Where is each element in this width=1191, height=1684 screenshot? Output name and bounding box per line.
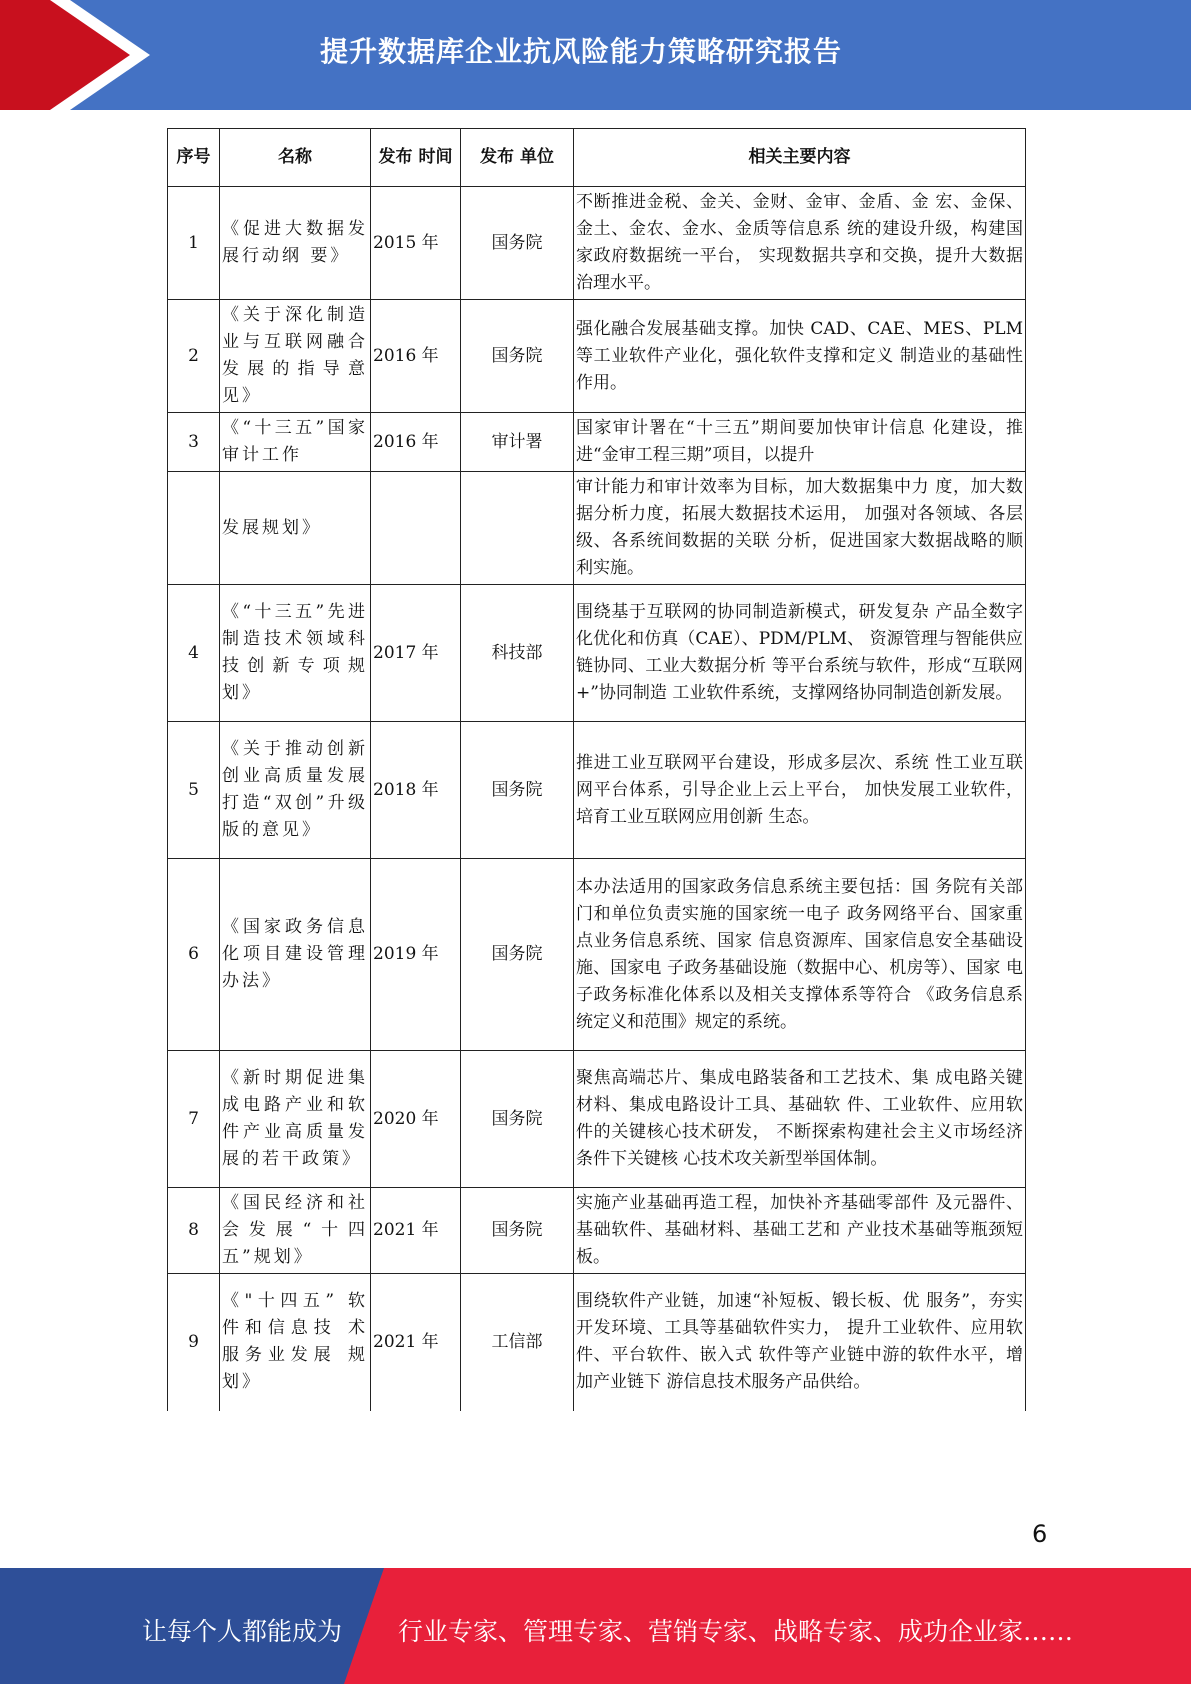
policy-table [167, 128, 1026, 1411]
header-index: 序号 [168, 129, 220, 187]
footer-slogan-left: 让每个人都能成为 [142, 1617, 343, 1646]
row-time: 2015 年 [371, 187, 461, 300]
header-time: 发布 时间 [371, 129, 461, 187]
row-content: 不断推进金税、金关、金财、金审、金盾、金 宏、金保、金土、金农、金水、金质等信息系 统的建设升级，构建国家政府数据统一平台， 实现数据共享和交换，提升大数据治理水平。 [574, 187, 1026, 300]
table-row [168, 1188, 1026, 1274]
table-row [168, 187, 1026, 300]
row-content: 围绕软件产业链，加速“补短板、锻长板、优 服务”，夯实开发环境、工具等基础软件实力， 提升工业软件、应用软件、平台软件、嵌入式 软件等产业链中游的软件水平，增加产业链下 游信息技术服务产品供给。 [574, 1274, 1026, 1411]
row-unit: 审计署 [461, 413, 574, 472]
row-name: 《关于推动创新创业高质量发展打造“双创”升级版的意见》 [220, 722, 371, 859]
page-footer [0, 1568, 1191, 1684]
row-index: 2 [168, 300, 220, 413]
row-index: 5 [168, 722, 220, 859]
row-time [371, 472, 461, 585]
row-time: 2019 年 [371, 859, 461, 1051]
row-content: 国家审计署在“十三五”期间要加快审计信息 化建设，推进“金审工程三期”项目，以提升 [574, 413, 1026, 472]
row-name: 《新时期促进集成电路产业和软件产业高质量发展的若干政策》 [220, 1051, 371, 1188]
row-index: 6 [168, 859, 220, 1051]
header-content: 相关主要内容 [574, 129, 1026, 187]
table-row [168, 859, 1026, 1051]
row-unit: 国务院 [461, 1188, 574, 1274]
table-row [168, 722, 1026, 859]
row-index: 9 [168, 1274, 220, 1411]
row-time: 2016 年 [371, 413, 461, 472]
row-content: 强化融合发展基础支撑。加快 CAD、CAE、MES、PLM 等工业软件产业化，强化软件支撑和定义 制造业的基础性作用。 [574, 300, 1026, 413]
row-name: 《关于深化制造业与互联网融合发展的指导意见》 [220, 300, 371, 413]
row-name: 《"十四五” 软件和信息技 术服务业发展 规划》 [220, 1274, 371, 1411]
table-row [168, 1051, 1026, 1188]
table-row [168, 300, 1026, 413]
row-unit: 国务院 [461, 859, 574, 1051]
header-name: 名称 [220, 129, 371, 187]
row-content: 实施产业基础再造工程，加快补齐基础零部件 及元器件、基础软件、基础材料、基础工艺和 产业技术基础等瓶颈短板。 [574, 1188, 1026, 1274]
row-unit: 工信部 [461, 1274, 574, 1411]
row-time: 2021 年 [371, 1274, 461, 1411]
row-content: 聚焦高端芯片、集成电路装备和工艺技术、集 成电路关键材料、集成电路设计工具、基础软 件、工业软件、应用软件的关键核心技术研发， 不断探索构建社会主义市场经济条件下关键核 心技术攻关新型举国体制。 [574, 1051, 1026, 1188]
row-unit: 科技部 [461, 585, 574, 722]
row-time: 2020 年 [371, 1051, 461, 1188]
row-unit [461, 472, 574, 585]
row-unit: 国务院 [461, 722, 574, 859]
row-name: 《促进大数据发展行动纲 要》 [220, 187, 371, 300]
row-content: 推进工业互联网平台建设，形成多层次、系统 性工业互联网平台体系，引导企业上云上平台， 加快发展工业软件，培育工业互联网应用创新 生态。 [574, 722, 1026, 859]
row-name: 《“十三五”先进制造技术领域科技创新专项规划》 [220, 585, 371, 722]
report-title: 提升数据库企业抗风险能力策略研究报告 [320, 35, 843, 68]
row-index: 3 [168, 413, 220, 472]
row-name: 《国家政务信息化项目建设管理办法》 [220, 859, 371, 1051]
page-header [0, 0, 1191, 110]
row-time: 2016 年 [371, 300, 461, 413]
row-index [168, 472, 220, 585]
row-name: 发展规划》 [220, 472, 371, 585]
row-time: 2018 年 [371, 722, 461, 859]
row-index: 8 [168, 1188, 220, 1274]
table-row [168, 1274, 1026, 1411]
header-unit: 发布 单位 [461, 129, 574, 187]
row-time: 2017 年 [371, 585, 461, 722]
row-index: 7 [168, 1051, 220, 1188]
table-row [168, 413, 1026, 472]
row-time: 2021 年 [371, 1188, 461, 1274]
row-unit: 国务院 [461, 1051, 574, 1188]
row-name: 《“十三五”国家审计工作 [220, 413, 371, 472]
row-name: 《国民经济和社会发展“十四五”规划》 [220, 1188, 371, 1274]
row-content: 审计能力和审计效率为目标，加大数据集中力 度，加大数据分析力度，拓展大数据技术运用， 加强对各领域、各层级、各系统间数据的关联 分析，促进国家大数据战略的顺利实施。 [574, 472, 1026, 585]
table-header-row [168, 129, 1026, 187]
header-chevron-red [0, 0, 130, 110]
row-index: 1 [168, 187, 220, 300]
row-content: 本办法适用的国家政务信息系统主要包括：国 务院有关部门和单位负责实施的国家统一电子 政务网络平台、国家重点业务信息系统、国家 信息资源库、国家信息安全基础设施、国家电 子政务基础设施（数据中心、机房等）、国家 电子政务标准化体系以及相关支撑体系等符合 《政务信息系统定义和范围》规定的系统。 [574, 859, 1026, 1051]
table-row [168, 472, 1026, 585]
row-content: 围绕基于互联网的协同制造新模式，研发复杂 产品全数字化优化和仿真（CAE）、PDM/PLM、 资源管理与智能供应链协同、工业大数据分析 等平台系统与软件，形成“互联网+”协同制造 工业软件系统，支撑网络协同制造创新发展。 [574, 585, 1026, 722]
footer-slogan-right: 行业专家、管理专家、营销专家、战略专家、成功企业家…… [398, 1617, 1074, 1646]
table-row [168, 585, 1026, 722]
row-unit: 国务院 [461, 300, 574, 413]
row-unit: 国务院 [461, 187, 574, 300]
page-number: 6 [1032, 1520, 1048, 1548]
row-index: 4 [168, 585, 220, 722]
